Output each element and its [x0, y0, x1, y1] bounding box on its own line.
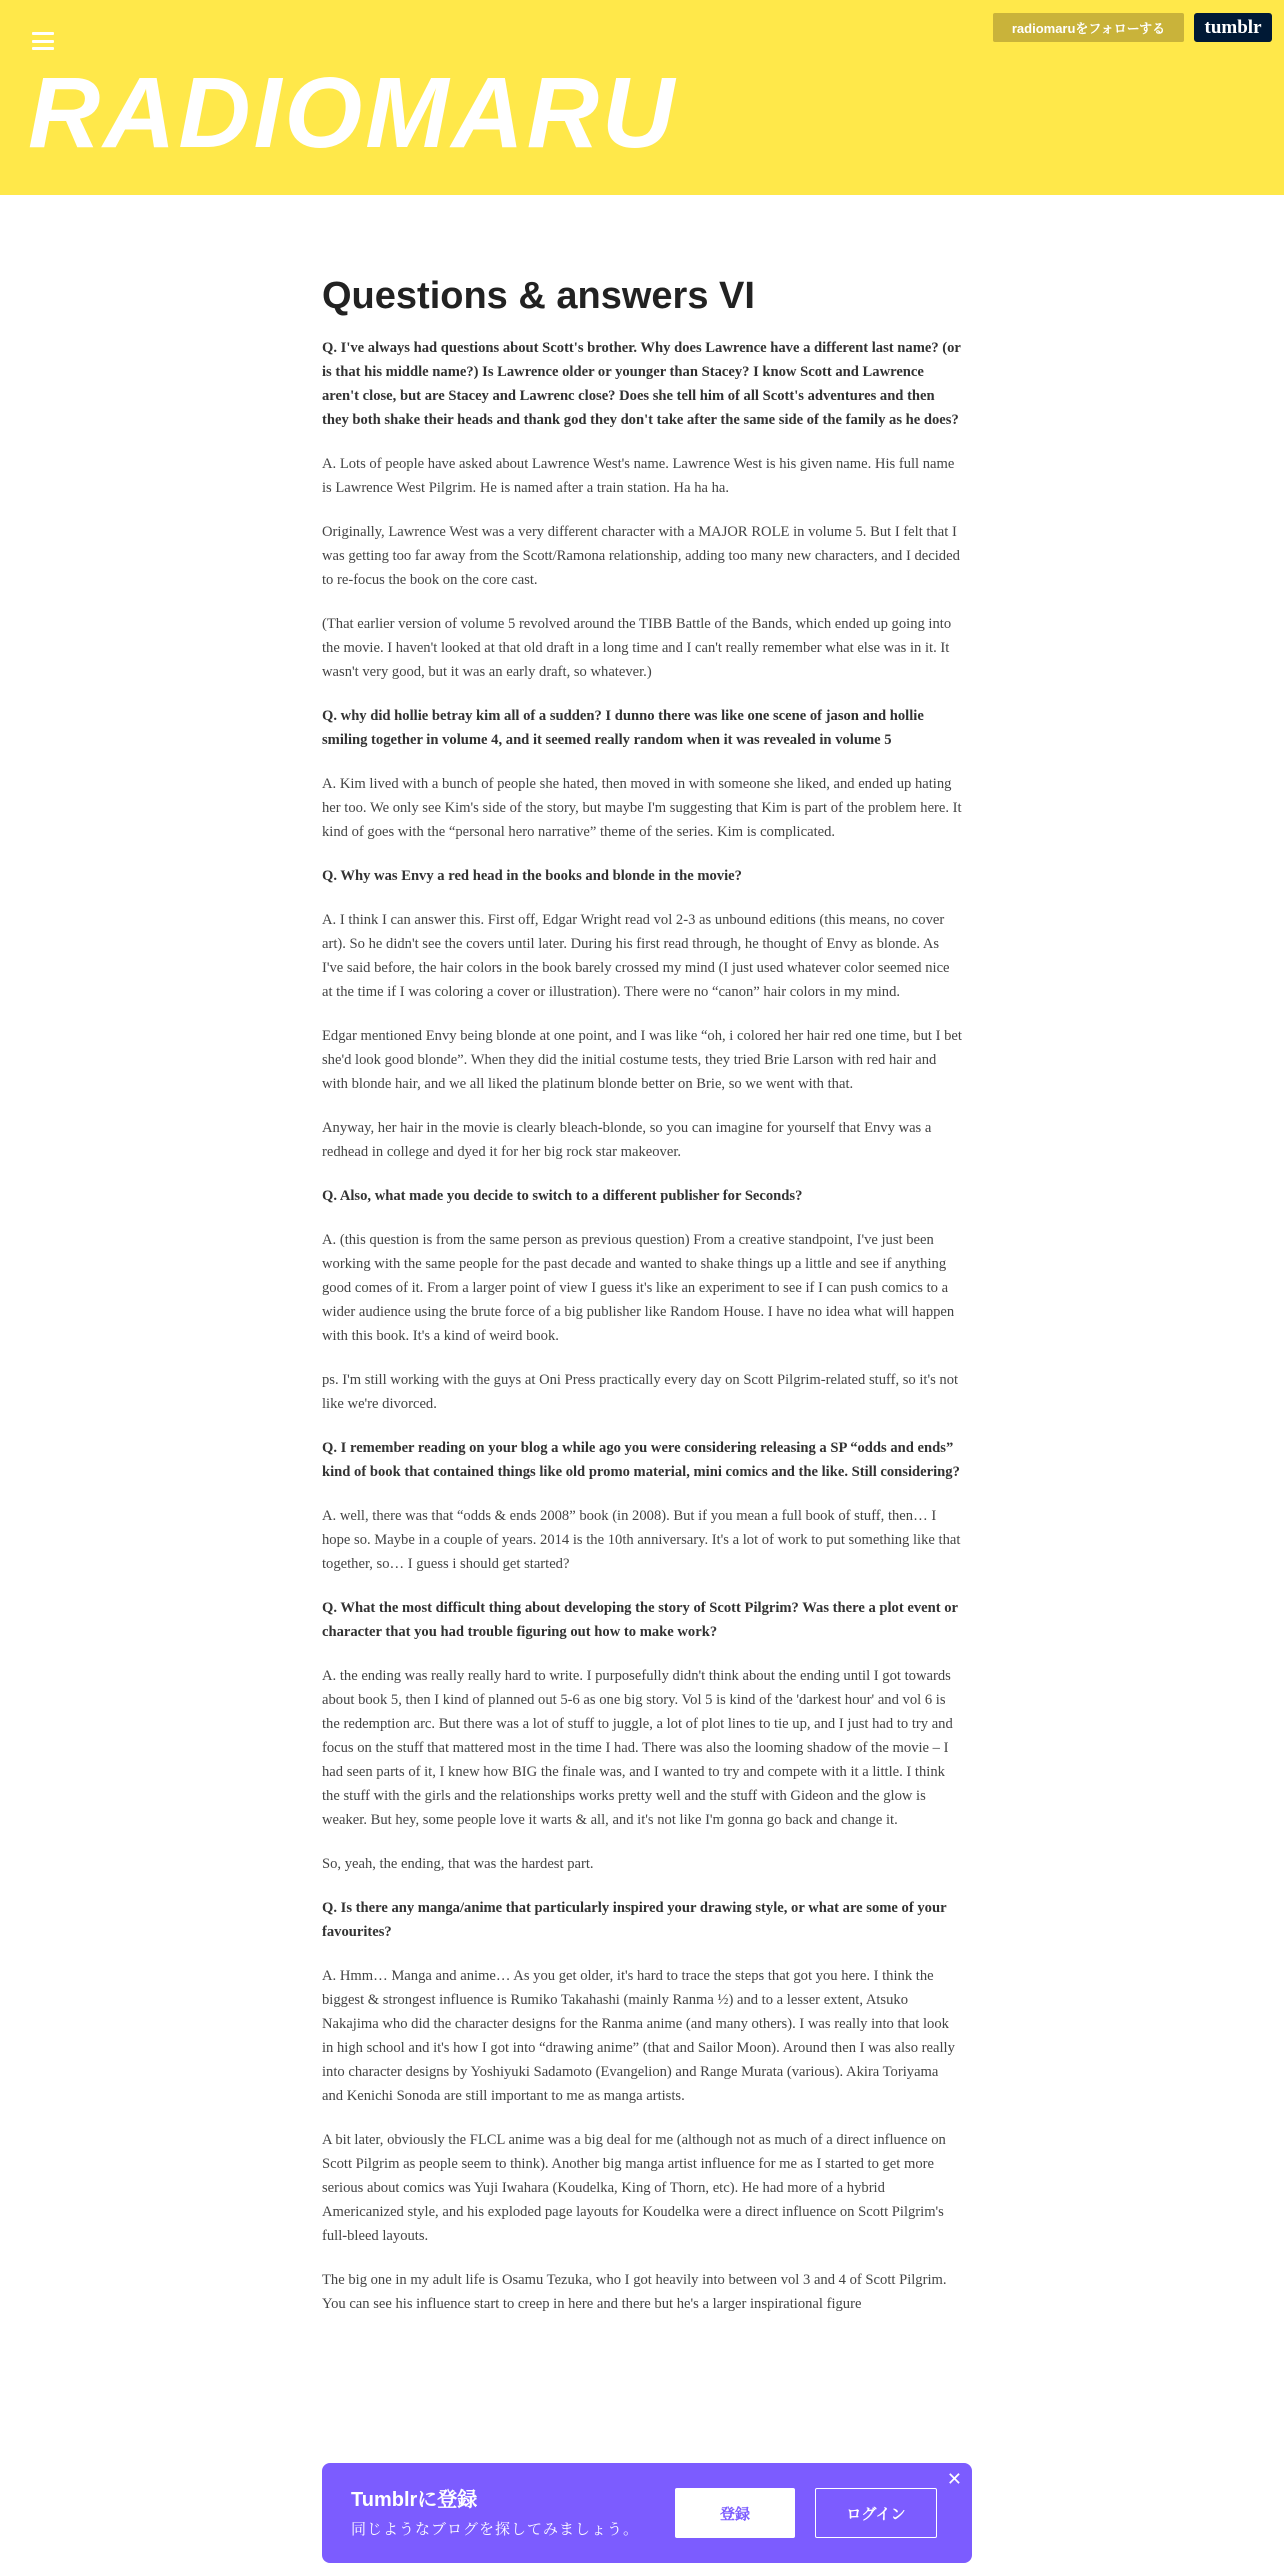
answer-paragraph: A. I think I can answer this. First off, Edgar Wright read vol 2-3 as unbound editions (this means, no cover art). So he didn't see the covers until later. During his first read through, he thought of Envy as blonde. As I've said before, the hair colors in the book barely crossed my mind (I just used whatever color seemed nice at the time if I was coloring a cover or illustration). There were no “canon” hair colors in my mind.	[322, 912, 950, 1000]
question-paragraph: Q. why did hollie betray kim all of a sudden? I dunno there was like one scene of jason and hollie smiling together in volume 4, and it seemed really random when it was revealed in volume 5	[322, 708, 924, 748]
answer-paragraph: ps. I'm still working with the guys at Oni Press practically every day on Scott Pilgrim-related stuff, so it's not like we're divorced.	[322, 1372, 959, 1412]
answer-paragraph: A bit later, obviously the FLCL anime was a big deal for me (although not as much of a direct influence on Scott Pilgrim as people seem to think). Another big manga artist influence for me as I started to get more serious about comics was Yuji Iwahara (Koudelka, King of Thorn, etc). He had more of a hybrid Americanized style, and his exploded page layouts for Koudelka were a direct influence on Scott Pilgrim's full-bleed layouts.	[322, 2132, 946, 2244]
hamburger-menu-icon[interactable]	[30, 28, 56, 54]
answer-paragraph: A. the ending was really really hard to write. I purposefully didn't think about the ending until I got towards about book 5, then I kind of planned out 5-6 as one big story. Vol 5 is kind of the 'darkest hour' and vol 6 is the redemption arc. But there was a lot of stuff to juggle, a lot of plot lines to tie up, and I just had to try and focus on the stuff that mattered most in the time I had. There was also the looming shadow of the movie – I had seen parts of it, I knew how BIG the finale was, and I wanted to try and compete with it a little. I think the stuff with the girls and the relationships works pretty well and the stuff with Gideon and the glow is weaker. But hey, some people love it warts & all, and it's not like I'm gonna go back and change it.	[322, 1668, 953, 1828]
signup-title: Tumblrに登録	[351, 2489, 478, 2511]
question-paragraph: Q. Is there any manga/anime that particularly inspired your drawing style, or what are some of your favourites?	[322, 1900, 947, 1940]
post-paragraphs	[322, 336, 962, 2316]
follow-button[interactable]: radiomaruをフォローする	[993, 13, 1184, 42]
close-icon[interactable]: ✕	[946, 2469, 962, 2489]
answer-paragraph: A. Lots of people have asked about Lawrence West's name. Lawrence West is his given name. His full name is Lawrence West Pilgrim. He is named after a train station. Ha ha ha.	[322, 456, 955, 496]
answer-paragraph: A. Hmm… Manga and anime… As you get older, it's hard to trace the steps that got you here. I think the biggest & strongest influence is Rumiko Takahashi (mainly Ranma ½) and to a lesser extent, Atsuko Nakajima who did the character designs for the Ranma anime (and many others). I was really into that look in high school and it's how I got into “drawing anime” (that and Sailor Moon). Around then I was also really into character designs by Yoshiyuki Sadamoto (Evangelion) and Range Murata (various). Akira Toriyama and Kenichi Sonoda are still important to me as manga artists.	[322, 1968, 955, 2104]
question-paragraph: Q. I've always had questions about Scott's brother. Why does Lawrence have a different last name? (or is that his middle name?) Is Lawrence older or younger than Stacey? I know Scott and Lawrence aren't close, but are Stacey and Lawrenc close? Does she tell him of all Scott's adventures and then they both shake their heads and thank god they don't take after the same side of the family as he does?	[322, 340, 961, 428]
answer-paragraph: Originally, Lawrence West was a very different character with a MAJOR ROLE in volume 5. But I felt that I was getting too far away from the Scott/Ramona relationship, adding too many new characters, and I decided to re-focus the book on the core cast.	[322, 524, 960, 588]
tumblr-logo[interactable]: tumblr	[1194, 13, 1272, 42]
question-paragraph: Q. Also, what made you decide to switch to a different publisher for Seconds?	[322, 1188, 803, 1204]
answer-paragraph: A. well, there was that “odds & ends 2008” book (in 2008). But if you mean a full book of stuff, then… I hope so. Maybe in a couple of years. 2014 is the 10th anniversary. It's a lot of work to put something like that together, so… I guess i should get started?	[322, 1508, 961, 1572]
answer-paragraph: A. (this question is from the same person as previous question) From a creative standpoint, I've just been working with the same people for the past decade and wanted to shake things up a little and see if anything good comes of it. From a larger point of view I guess it's like an experiment to see if I can push comics to a wider audience using the brute force of a big publisher like Random House. I have no idea what will happen with this book. It's a kind of weird book.	[322, 1232, 955, 1344]
answer-paragraph: (That earlier version of volume 5 revolved around the TIBB Battle of the Bands, which ended up going into the movie. I haven't looked at that old draft in a long time and I can't really remember what else was in it. It wasn't very good, but it was an early draft, so whatever.)	[322, 616, 952, 680]
answer-paragraph: A. Kim lived with a bunch of people she hated, then moved in with someone she liked, and ended up hating her too. We only see Kim's side of the story, but maybe I'm suggesting that Kim is part of the problem here. It kind of goes with the “personal hero narrative” theme of the series. Kim is complicated.	[322, 776, 962, 840]
register-button[interactable]: 登録	[675, 2488, 795, 2538]
answer-paragraph: The big one in my adult life is Osamu Tezuka, who I got heavily into between vol 3 and 4 of Scott Pilgrim. You can see his influence start to creep in here and there but he's a larger inspirational figure	[322, 2272, 947, 2312]
post-title: Questions & answers VI	[322, 275, 755, 317]
question-paragraph: Q. I remember reading on your blog a while ago you were considering releasing a SP “odds and ends” kind of book that contained things like old promo material, mini comics and the like. Still considering?	[322, 1440, 960, 1480]
question-paragraph: Q. What the most difficult thing about developing the story of Scott Pilgrim? Was there a plot event or character that you had trouble figuring out how to make work?	[322, 1600, 958, 1640]
blog-title[interactable]: RADIOMARU	[28, 57, 678, 169]
post-body	[322, 268, 962, 2336]
answer-paragraph: Anyway, her hair in the movie is clearly bleach-blonde, so you can imagine for yourself that Envy was a redhead in college and dyed it for her big rock star makeover.	[322, 1120, 932, 1160]
signup-subtitle: 同じようなブログを探してみましょう。	[351, 2521, 640, 2538]
login-button[interactable]: ログイン	[815, 2488, 937, 2538]
question-paragraph: Q. Why was Envy a red head in the books and blonde in the movie?	[322, 868, 742, 884]
answer-paragraph: So, yeah, the ending, that was the hardest part.	[322, 1856, 594, 1872]
blog-header	[0, 0, 1284, 195]
answer-paragraph: Edgar mentioned Envy being blonde at one point, and I was like “oh, i colored her hair red one time, but I bet she'd look good blonde”. When they did the initial costume tests, they tried Brie Larson with red hair and with blonde hair, and we all liked the platinum blonde better on Brie, so we went with that.	[322, 1028, 962, 1092]
signup-banner	[322, 2463, 972, 2563]
